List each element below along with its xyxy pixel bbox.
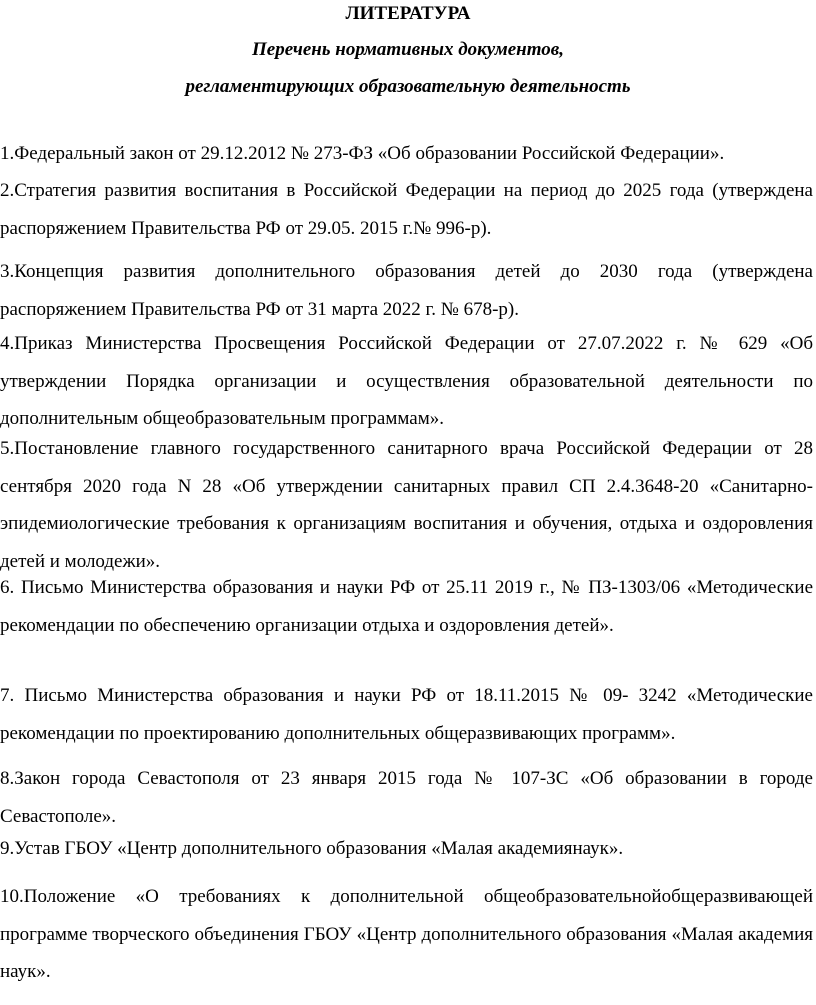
reference-item: 3.Концепция развития дополнительного образования детей до 2030 года (утверждена распоряжением Правительства РФ от 31 марта 2022 г. № 678-р). (0, 261, 813, 320)
reference-item: 1.Федеральный закон от 29.12.2012 № 273-ФЗ «Об образовании Российской Федерации». (0, 143, 725, 164)
reference-item: 6. Письмо Министерства образования и науки РФ от 25.11 2019 г., № ПЗ-1303/06 «Методические рекомендации по обеспечению организации отдыха и оздоровления детей». (0, 577, 813, 636)
subtitle-line-2: регламентирующих образовательную деятельность (185, 76, 631, 97)
reference-item: 10.Положение «О требованиях к дополнительной общеобразовательнойобщеразвивающей программе творческого объединения ГБОУ «Центр дополнительного образования «Малая академия наук». (0, 886, 813, 982)
subtitle-line-1: Перечень нормативных документов, (252, 39, 564, 60)
reference-item: 4.Приказ Министерства Просвещения Российской Федерации от 27.07.2022 г. № 629 «Об утверждении Порядка организации и осуществления образовательной деятельности по дополнительным общеобразовательным программам». (0, 333, 813, 429)
reference-item: 5.Постановление главного государственного санитарного врача Российской Федерации от 28 сентября 2020 года N 28 «Об утверждении санитарных правил СП 2.4.3648-20 «Санитарно-эпидемиологические требования к организациям воспитания и обучения, отдыха и оздоровления детей и молодежи». (0, 438, 813, 572)
reference-item: 9.Устав ГБОУ «Центр дополнительного образования «Малая академиянаук». (0, 838, 624, 859)
reference-item: 2.Стратегия развития воспитания в Российской Федерации на период до 2025 года (утверждена распоряжением Правительства РФ от 29.05. 2015 г.№ 996-р). (0, 180, 813, 239)
reference-item: 7. Письмо Министерства образования и науки РФ от 18.11.2015 № 09- 3242 «Методические рекомендации по проектированию дополнительных общеразвивающих программ». (0, 685, 813, 744)
page-title: ЛИТЕРАТУРА (345, 3, 471, 24)
reference-item: 8.Закон города Севастополя от 23 января 2015 года № 107-ЗС «Об образовании в городе Севастополе». (0, 768, 813, 827)
